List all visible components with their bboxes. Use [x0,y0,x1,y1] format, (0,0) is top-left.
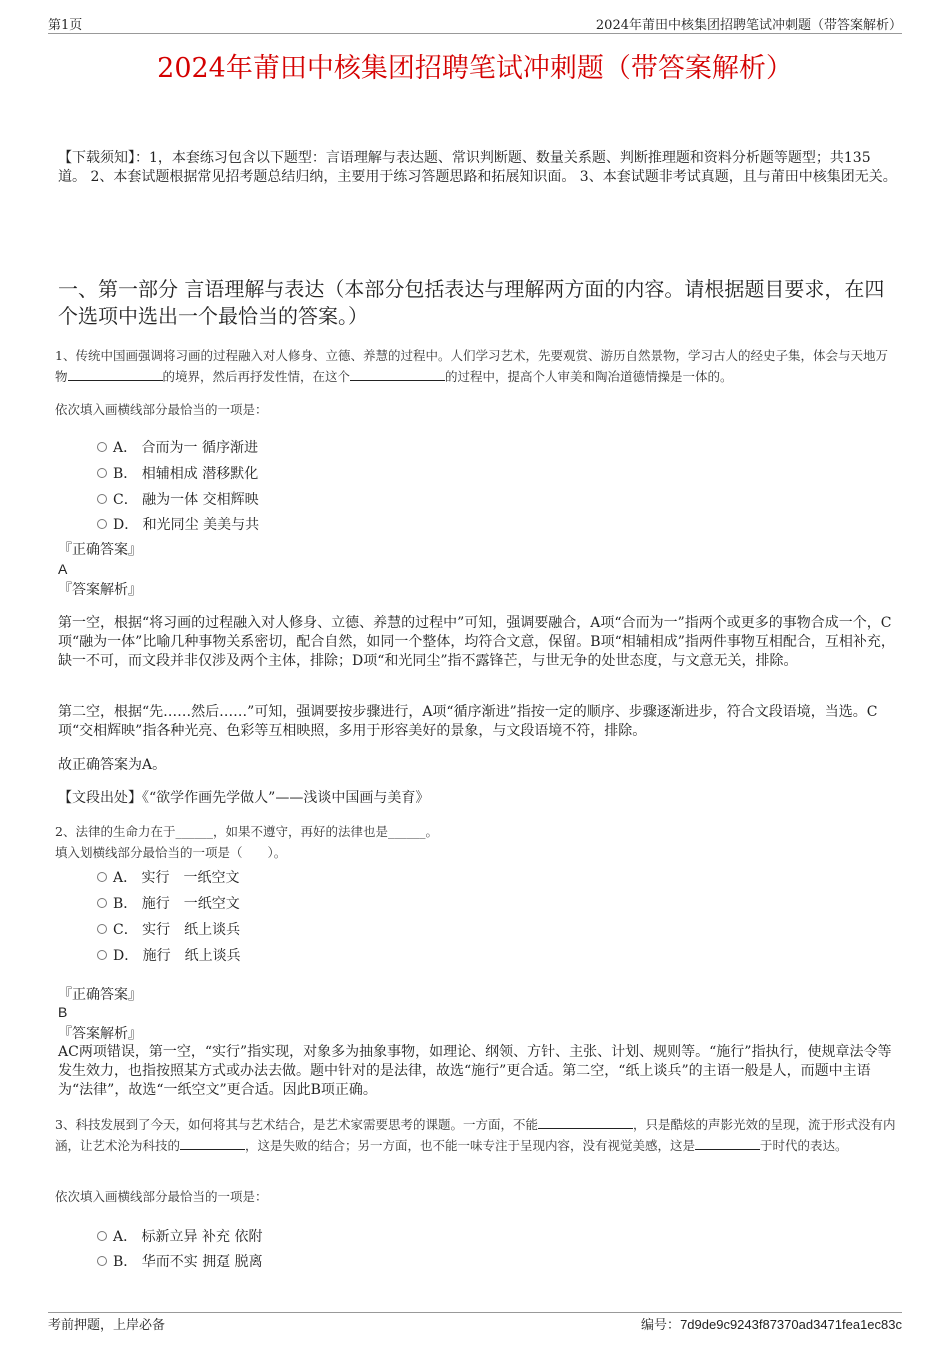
radio-icon[interactable] [97,872,107,882]
q2-stem: 2、法律的生命力在于______，如果不遵守，再好的法律也是______。 [55,824,438,839]
q3-blank-1 [538,1114,633,1129]
radio-icon[interactable] [97,442,107,452]
q3-prompt: 依次填入画横线部分最恰当的一项是： [55,1189,268,1204]
footer-code: 编号：7d9de9c9243f87370ad3471fea1ec83c [641,1317,902,1333]
q1-answer: A [58,561,68,577]
radio-icon[interactable] [97,1231,107,1241]
page-number: 第1页 [48,18,83,33]
download-notice: 【下载须知】：1，本套练习包含以下题型：言语理解与表达题、常识判断题、数量关系题、判断推理题和资料分析题等题型；共135道。 2、本套试题根据常见招考题总结归纳，主要用于练习答题思路和拓展知识面。 3、本套试题非考试真题，且与莆田中核集团无关。 [58,150,897,185]
footer-divider [48,1312,902,1313]
footer-slogan: 考前押题，上岸必备 [48,1318,166,1333]
q2-answer-label: 『正确答案』 [58,987,142,1003]
q2-option-a[interactable]: A． 实行 一纸空文 [97,867,240,887]
q1-analysis-1: 第一空，根据“将习画的过程融入对人修身、立德、养慧的过程中”可知，强调要融合，A项“合而为一”指两个或更多的事物合成一个，C项“融为一体”比喻几种事物关系密切，配合自然，如同一个整体，均符合文意，保留。B项“相辅相成”指两件事物互相配合，互相补充，缺一不可，而文段并非仅涉及两个主体，排除；D项“和光同尘”指不露锋芒，与世无争的处世态度，与文意无关，排除。 [58,615,895,669]
q1-source: 【文段出处】《“欲学作画先学做人”——浅谈中国画与美育》 [58,790,430,806]
q3-blank-3 [695,1135,760,1150]
q2-option-c[interactable]: C． 实行 纸上谈兵 [97,919,240,939]
q2-prompt: 填入划横线部分最恰当的一项是（ ）。 [55,845,287,860]
q1-option-c[interactable]: C． 融为一体 交相辉映 [97,489,259,509]
q3-option-b[interactable]: B． 华而不实 拥趸 脱离 [97,1251,263,1271]
q1-conclusion: 故正确答案为A。 [58,757,167,773]
q2-option-d[interactable]: D． 施行 纸上谈兵 [97,945,241,965]
q1-analysis-2: 第二空，根据“先……然后……”可知，强调要按步骤进行，A项“循序渐进”指按一定的顺序、步骤逐渐进步，符合文段语境，当选。C项“交相辉映”指各种光亮、色彩等互相映照，多用于形容美好的景象，与文段语境不符，排除。 [58,704,878,739]
radio-icon[interactable] [97,924,107,934]
q3-stem: 3、科技发展到了今天，如何将其与艺术结合，是艺术家需要思考的课题。一方面，不能 ，只是酷炫的声影光效的呈现，流于形式没有内涵，让艺术沦为科技的 ，这是失败的结合；另一方面，也不能一味专注于呈现内容，没有视觉美感，这是 于时代的表达。 [55,1114,900,1156]
q2-answer: B [58,1004,68,1020]
q3-blank-2 [180,1135,245,1150]
q1-blank-1 [68,366,163,381]
radio-icon[interactable] [97,950,107,960]
header-doc-title: 2024年莆田中核集团招聘笔试冲刺题（带答案解析） [595,18,902,33]
q1-prompt: 依次填入画横线部分最恰当的一项是： [55,402,268,417]
q1-answer-label: 『正确答案』 [58,542,142,558]
q2-option-b[interactable]: B． 施行 一纸空文 [97,893,240,913]
q1-option-d[interactable]: D． 和光同尘 美美与共 [97,514,259,534]
page-title: 2024年莆田中核集团招聘笔试冲刺题（带答案解析） [157,53,793,84]
q1-option-b[interactable]: B． 相辅相成 潜移默化 [97,463,258,483]
section-heading: 一、第一部分 言语理解与表达（本部分包括表达与理解两方面的内容。请根据题目要求，在四个选项中选出一个最恰当的答案。） [58,277,885,328]
q1-stem: 1、传统中国画强调将习画的过程融入对人修身、立德、养慧的过程中。人们学习艺术，先要观赏、游历自然景物，学习古人的经史子集，体会与天地万物 的境界，然后再抒发性情，在这个 的过程中，提高个人审美和陶冶道德情操是一体的。 [55,348,888,384]
q3-option-a[interactable]: A． 标新立异 补充 依附 [97,1226,262,1246]
q1-blank-2 [350,366,445,381]
q1-option-a[interactable]: A． 合而为一 循序渐进 [97,437,258,457]
header-divider [48,33,902,34]
page-header [48,14,902,32]
q2-analysis: AC两项错误，第一空，“实行”指实现，对象多为抽象事物，如理论、纲领、方针、主张、计划、规则等。“施行”指执行，使规章法令等发生效力，也指按照某方式或办法去做。题中针对的是法律，故选“施行”更合适。第二空，“纸上谈兵”的主语一般是人，而题中主语为“法律”，故选“一纸空文”更合适。因此B项正确。 [58,1044,892,1098]
radio-icon[interactable] [97,1256,107,1266]
radio-icon[interactable] [97,468,107,478]
radio-icon[interactable] [97,519,107,529]
radio-icon[interactable] [97,494,107,504]
q2-analysis-label: 『答案解析』 [58,1026,142,1042]
radio-icon[interactable] [97,898,107,908]
page-footer [48,1314,902,1332]
q1-analysis-label: 『答案解析』 [58,582,142,598]
